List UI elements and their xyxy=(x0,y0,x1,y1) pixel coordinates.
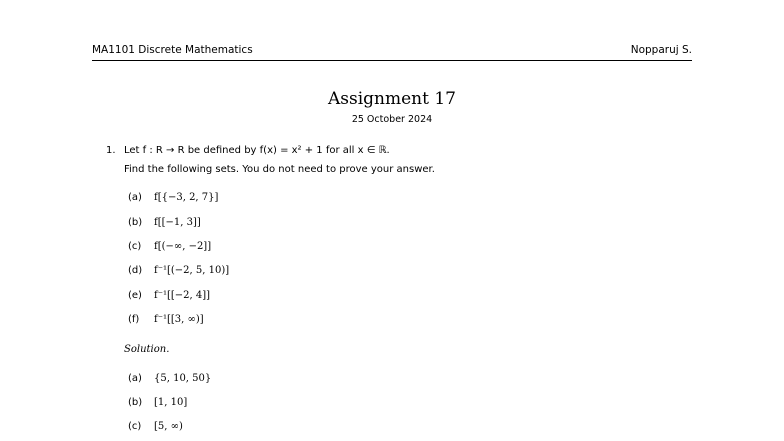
part-label: (c) xyxy=(128,241,142,252)
assignment-date: 25 October 2024 xyxy=(351,114,433,125)
question-instruction: Find the following sets. You do not need to prove your answer. xyxy=(124,164,435,175)
author-name: Nopparuj S. xyxy=(630,44,692,56)
assignment-title: Assignment 17 xyxy=(328,89,456,109)
page-header xyxy=(92,44,692,61)
question-part xyxy=(128,217,201,228)
part-expression: [1, 10] xyxy=(154,397,188,408)
part-label: (b) xyxy=(128,217,143,228)
question-part xyxy=(128,290,210,301)
part-expression: f[{−3, 2, 7}] xyxy=(154,192,219,203)
part-expression: f[[−1, 3]] xyxy=(154,217,201,228)
question-part xyxy=(128,314,204,325)
part-label: (a) xyxy=(128,192,142,203)
question-statement: Let f : R → R be defined by f(x) = x² + 1 for all x ∈ ℝ. xyxy=(124,145,390,156)
part-expression: [5, ∞) xyxy=(154,421,183,432)
part-label: (e) xyxy=(128,290,142,301)
part-expression: f⁻¹[[3, ∞)] xyxy=(154,314,204,325)
solution-part xyxy=(128,373,211,384)
part-label: (c) xyxy=(128,421,142,432)
part-label: (b) xyxy=(128,397,143,408)
question-part xyxy=(128,241,211,252)
solution-part xyxy=(128,397,187,408)
part-label: (a) xyxy=(128,373,142,384)
course-name: MA1101 Discrete Mathematics xyxy=(92,44,253,56)
question-part xyxy=(128,192,218,203)
part-expression: f⁻¹[[−2, 4]] xyxy=(154,290,211,301)
part-expression: f⁻¹[(−2, 5, 10)] xyxy=(154,265,230,276)
part-label: (d) xyxy=(128,265,143,276)
solution-part xyxy=(128,421,183,432)
solution-heading: Solution. xyxy=(124,344,170,355)
question-number: 1. xyxy=(106,145,116,156)
part-expression: {5, 10, 50} xyxy=(154,373,212,384)
question-part xyxy=(128,265,229,276)
part-label: (f) xyxy=(128,314,140,325)
part-expression: f[(−∞, −2]] xyxy=(154,241,212,252)
